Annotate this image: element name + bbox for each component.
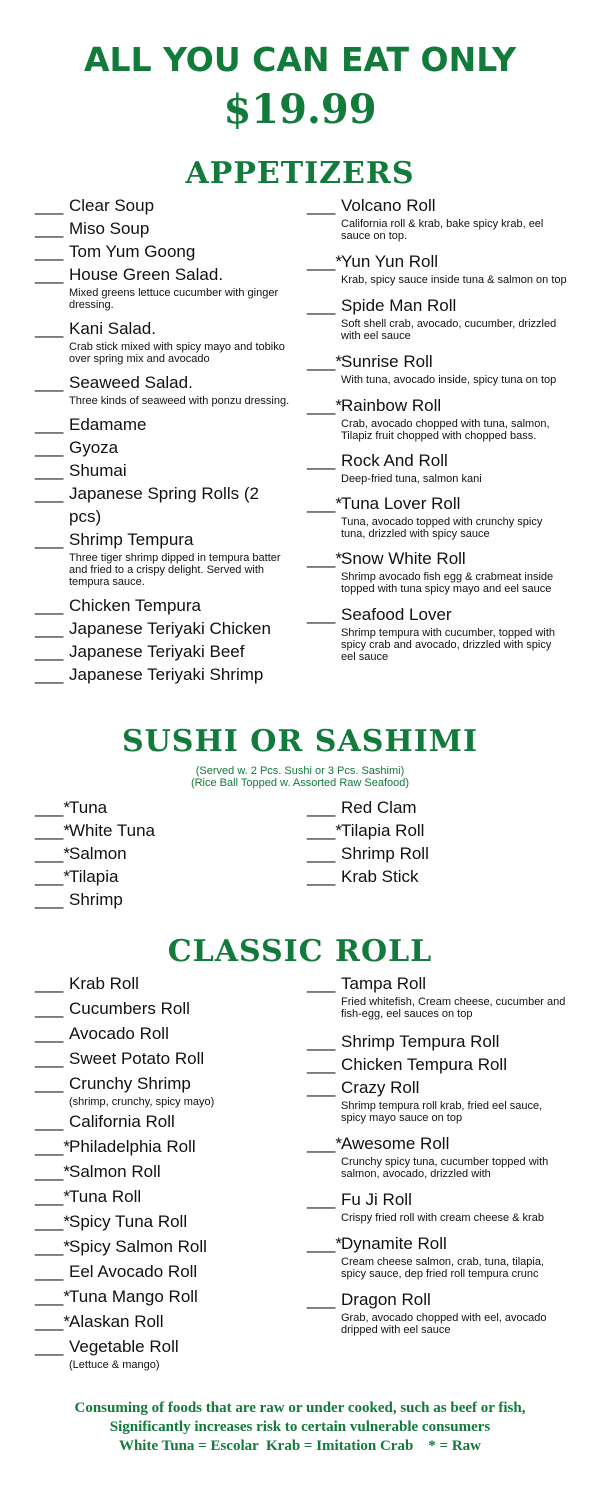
item-description: Shrimp tempura roll krab, fried eel sauce, spicy mayo sauce on top — [341, 1100, 543, 1124]
menu-item — [307, 250, 567, 286]
item-name: Japanese Teriyaki Shrimp — [69, 665, 264, 684]
item-name: Chicken Tempura — [69, 596, 201, 615]
menu-item — [307, 449, 567, 485]
item-description: Shrimp avocado fish egg & crabmeat inside topped with tuna spicy mayo and eel sauce — [341, 571, 554, 595]
appetizers-title: APPETIZERS — [185, 156, 415, 191]
order-blank: ___ — [307, 867, 336, 886]
order-blank: ___* — [35, 1187, 70, 1206]
order-blank: ___ — [35, 642, 64, 661]
menu-item — [307, 1288, 567, 1336]
menu-item — [35, 865, 295, 888]
order-blank: ___ — [35, 1262, 64, 1281]
order-blank: ___ — [35, 319, 64, 338]
order-blank: ___* — [307, 396, 342, 415]
order-blank: ___* — [35, 1212, 70, 1231]
item-description: (Lettuce & mango) — [69, 1359, 160, 1371]
order-blank: ___ — [35, 373, 64, 392]
order-blank: ___ — [307, 844, 336, 863]
item-description: Crispy fried roll with cream cheese & krab — [341, 1212, 544, 1224]
item-name: Krab Roll — [69, 974, 139, 993]
item-name: Crazy Roll — [341, 1078, 420, 1097]
appetizers-right-column — [307, 194, 567, 663]
menu-item — [307, 1030, 567, 1053]
footer-line-1: Consuming of foods that are raw or under cooked, such as beef or fish, — [74, 1400, 526, 1416]
item-description: Shrimp tempura with cucumber, topped with spicy crab and avocado, drizzled with spicy eel sauce — [341, 627, 555, 663]
item-name: Gyoza — [69, 438, 119, 457]
item-description: Three tiger shrimp dipped in tempura batter and fried to a crispy delight. Served with tempura sauce. — [69, 552, 281, 588]
menu-item — [35, 1210, 295, 1233]
item-name: Alaskan Roll — [69, 1312, 164, 1331]
item-name: Chicken Tempura Roll — [341, 1055, 507, 1074]
order-blank: ___ — [35, 1112, 64, 1131]
item-name: Tilapia Roll — [341, 821, 425, 840]
item-name: Sunrise Roll — [341, 352, 433, 371]
order-blank: ___ — [35, 196, 64, 215]
menu-item — [307, 394, 567, 442]
item-description: Cream cheese salmon, crab, tuna, tilapia, spicy sauce, dep fried roll tempura crunc — [341, 1256, 544, 1280]
item-name: Shrimp Roll — [341, 844, 429, 863]
item-description: With tuna, avocado inside, spicy tuna on top — [341, 374, 557, 386]
menu-item — [35, 194, 295, 217]
item-description: Soft shell crab, avocado, cucumber, drizzled with eel sauce — [341, 318, 557, 342]
menu-item — [307, 819, 567, 842]
menu-item — [35, 819, 295, 842]
item-name: Krab Stick — [341, 867, 419, 886]
menu-item — [35, 1310, 295, 1333]
order-blank: ___ — [35, 999, 64, 1018]
header-price: $19.99 — [223, 86, 377, 133]
menu-item — [307, 1188, 567, 1224]
item-name: Volcano Roll — [341, 196, 436, 215]
item-name: Snow White Roll — [341, 549, 466, 568]
menu-item — [307, 796, 567, 819]
order-blank: ___* — [35, 1237, 70, 1256]
order-blank: ___* — [35, 1162, 70, 1181]
menu-item — [35, 997, 295, 1020]
item-name: Clear Soup — [69, 196, 155, 215]
item-name: Vegetable Roll — [69, 1337, 179, 1356]
item-description: Fried whitefish, Cream cheese, cucumber and fish-egg, eel sauces on top — [341, 996, 566, 1020]
menu-item — [35, 1135, 295, 1158]
item-name: White Tuna — [69, 821, 155, 840]
menu-item — [35, 317, 295, 365]
menu-item — [307, 1053, 567, 1076]
menu-item — [307, 492, 567, 540]
item-name: Salmon — [69, 844, 127, 863]
item-name: Miso Soup — [69, 219, 150, 238]
order-blank: ___ — [35, 438, 64, 457]
header-title: ALL YOU CAN EAT ONLY — [84, 40, 516, 79]
order-blank: ___ — [35, 890, 64, 909]
menu-item — [35, 842, 295, 865]
menu-item — [35, 413, 295, 436]
order-blank: ___ — [35, 1024, 64, 1043]
order-blank: ___* — [35, 867, 70, 886]
order-blank: ___* — [35, 1137, 70, 1156]
order-blank: ___* — [307, 1134, 342, 1153]
order-blank: ___ — [35, 530, 64, 549]
menu-item — [307, 972, 567, 1020]
order-blank: ___ — [307, 1055, 336, 1074]
item-name: Shrimp Tempura — [69, 530, 194, 549]
menu-item — [35, 663, 295, 686]
menu-item — [35, 240, 295, 263]
menu-item — [307, 1132, 567, 1180]
menu-item — [35, 617, 295, 640]
order-blank: ___ — [35, 219, 64, 238]
order-blank: ___* — [35, 1287, 70, 1306]
item-name: Shumai — [69, 461, 127, 480]
order-blank: ___ — [35, 1337, 64, 1356]
menu-item — [35, 1110, 295, 1133]
item-name: Shrimp — [69, 890, 123, 909]
order-blank: ___* — [307, 494, 342, 513]
item-description: Mixed greens lettuce cucumber with ginger dressing. — [69, 287, 279, 311]
item-name: Fu Ji Roll — [341, 1190, 412, 1209]
order-blank: ___ — [35, 974, 64, 993]
item-name: Tampa Roll — [341, 974, 427, 993]
menu-item — [35, 1047, 295, 1070]
menu-item — [35, 1260, 295, 1283]
menu-item — [35, 1185, 295, 1208]
order-blank: ___ — [307, 296, 336, 315]
menu-item — [307, 842, 567, 865]
item-name: Eel Avocado Roll — [69, 1262, 198, 1281]
menu-item — [35, 482, 295, 528]
item-name: Dynamite Roll — [341, 1234, 447, 1253]
sushi-right-column — [307, 796, 567, 888]
menu-item — [35, 436, 295, 459]
menu-item — [35, 796, 295, 819]
sushi-left-column — [35, 796, 295, 911]
item-name: Spicy Salmon Roll — [69, 1237, 207, 1256]
order-blank: ___* — [307, 1234, 342, 1253]
item-name: Tuna Lover Roll — [341, 494, 461, 513]
item-description: (shrimp, crunchy, spicy mayo) — [69, 1096, 215, 1108]
order-blank: ___* — [307, 252, 342, 271]
order-blank: ___* — [307, 821, 342, 840]
menu-item — [35, 528, 295, 588]
item-name: Crunchy Shrimp — [69, 1074, 191, 1093]
item-name: Japanese Teriyaki Chicken — [69, 619, 271, 638]
sushi-note-2: (Rice Ball Topped w. Assorted Raw Seafood) — [190, 777, 410, 789]
order-blank: ___ — [307, 196, 336, 215]
order-blank: ___ — [35, 461, 64, 480]
menu-item — [307, 294, 567, 342]
order-blank: ___* — [307, 352, 342, 371]
item-name: Japanese Spring Rolls (2 pcs) — [69, 484, 259, 526]
classic-right-column — [307, 972, 567, 1336]
item-name: California Roll — [69, 1112, 175, 1131]
item-name: Tilapia — [69, 867, 119, 886]
order-blank: ___ — [307, 1032, 336, 1051]
menu-item — [307, 603, 567, 663]
item-description: Three kinds of seaweed with ponzu dressing. — [69, 395, 290, 407]
item-name: Seafood Lover — [341, 605, 452, 624]
order-blank: ___* — [35, 821, 70, 840]
order-blank: ___* — [35, 1312, 70, 1331]
item-name: Spide Man Roll — [341, 296, 457, 315]
order-blank: ___ — [35, 1049, 64, 1068]
order-blank: ___ — [35, 242, 64, 261]
menu-item — [35, 888, 295, 911]
item-name: Avocado Roll — [69, 1024, 169, 1043]
footer-line-3: White Tuna = Escolar Krab = Imitation Crab * = Raw — [118, 1438, 482, 1454]
menu-item — [307, 1232, 567, 1280]
order-blank: ___ — [35, 665, 64, 684]
menu-item — [35, 1160, 295, 1183]
item-name: Rainbow Roll — [341, 396, 442, 415]
item-name: Tuna — [69, 798, 108, 817]
menu-item — [35, 263, 295, 311]
menu-item — [307, 1076, 567, 1124]
item-name: Red Clam — [341, 798, 417, 817]
order-blank: ___ — [35, 265, 64, 284]
order-blank: ___ — [35, 619, 64, 638]
order-blank: ___ — [307, 798, 336, 817]
order-blank: ___* — [35, 844, 70, 863]
item-description: Deep-fried tuna, salmon kani — [341, 473, 482, 485]
menu-item — [35, 640, 295, 663]
item-name: Rock And Roll — [341, 451, 448, 470]
order-blank: ___ — [307, 1190, 336, 1209]
item-name: Dragon Roll — [341, 1290, 431, 1309]
item-name: Shrimp Tempura Roll — [341, 1032, 500, 1051]
order-blank: ___ — [307, 974, 336, 993]
order-blank: ___ — [35, 415, 64, 434]
menu-item — [35, 1072, 295, 1108]
menu-item — [35, 1235, 295, 1258]
appetizers-left-column — [35, 194, 295, 686]
item-description: Crab stick mixed with spicy mayo and tobiko over spring mix and avocado — [69, 341, 285, 365]
menu-item — [307, 547, 567, 595]
item-name: Tom Yum Goong — [69, 242, 196, 261]
item-name: Kani Salad. — [69, 319, 156, 338]
order-blank: ___ — [35, 596, 64, 615]
item-name: Cucumbers Roll — [69, 999, 190, 1018]
item-name: Edamame — [69, 415, 147, 434]
menu-item — [307, 865, 567, 888]
footer-disclaimer — [0, 1399, 600, 1456]
item-description: California roll & krab, bake spicy krab, eel sauce on top. — [341, 218, 544, 242]
order-blank: ___* — [35, 798, 70, 817]
item-name: Philadelphia Roll — [69, 1137, 196, 1156]
item-name: Sweet Potato Roll — [69, 1049, 205, 1068]
item-description: Grab, avocado chopped with eel, avocado dripped with eel sauce — [341, 1312, 547, 1336]
item-name: Awesome Roll — [341, 1134, 450, 1153]
order-blank: ___ — [307, 1078, 336, 1097]
order-blank: ___ — [307, 1290, 336, 1309]
order-blank: ___ — [307, 605, 336, 624]
menu-item — [35, 1022, 295, 1045]
item-name: Seaweed Salad. — [69, 373, 193, 392]
sushi-title: SUSHI OR SASHIMI — [121, 724, 479, 759]
menu-item — [307, 194, 567, 242]
order-blank: ___ — [307, 451, 336, 470]
item-name: Tuna Mango Roll — [69, 1287, 198, 1306]
menu-item — [35, 1285, 295, 1308]
menu-item — [307, 350, 567, 386]
item-name: Salmon Roll — [69, 1162, 161, 1181]
item-description: Crab, avocado chopped with tuna, salmon, Tilapiz fruit chopped with chopped bass. — [341, 418, 550, 442]
menu-item — [35, 459, 295, 482]
classic-title: CLASSIC ROLL — [167, 934, 433, 969]
menu-item — [35, 1335, 295, 1371]
order-blank: ___ — [35, 484, 64, 503]
menu-item — [35, 217, 295, 240]
menu-item — [35, 594, 295, 617]
item-name: Spicy Tuna Roll — [69, 1212, 188, 1231]
menu-item — [35, 972, 295, 995]
item-description: Tuna, avocado topped with crunchy spicy tuna, drizzled with spicy sauce — [341, 516, 543, 540]
order-blank: ___* — [307, 549, 342, 568]
item-name: House Green Salad. — [69, 265, 224, 284]
order-blank: ___ — [35, 1074, 64, 1093]
sushi-note-1: (Served w. 2 Pcs. Sushi or 3 Pcs. Sashimi) — [195, 765, 405, 777]
footer-line-2: Significantly increases risk to certain vulnerable consumers — [109, 1419, 491, 1435]
item-description: Crunchy spicy tuna, cucumber topped with salmon, avocado, drizzled with — [341, 1156, 549, 1180]
item-name: Tuna Roll — [69, 1187, 142, 1206]
item-name: Yun Yun Roll — [341, 252, 439, 271]
item-description: Krab, spicy sauce inside tuna & salmon on top — [341, 274, 567, 286]
menu-item — [35, 371, 295, 407]
item-name: Japanese Teriyaki Beef — [69, 642, 245, 661]
classic-left-column — [35, 972, 295, 1371]
